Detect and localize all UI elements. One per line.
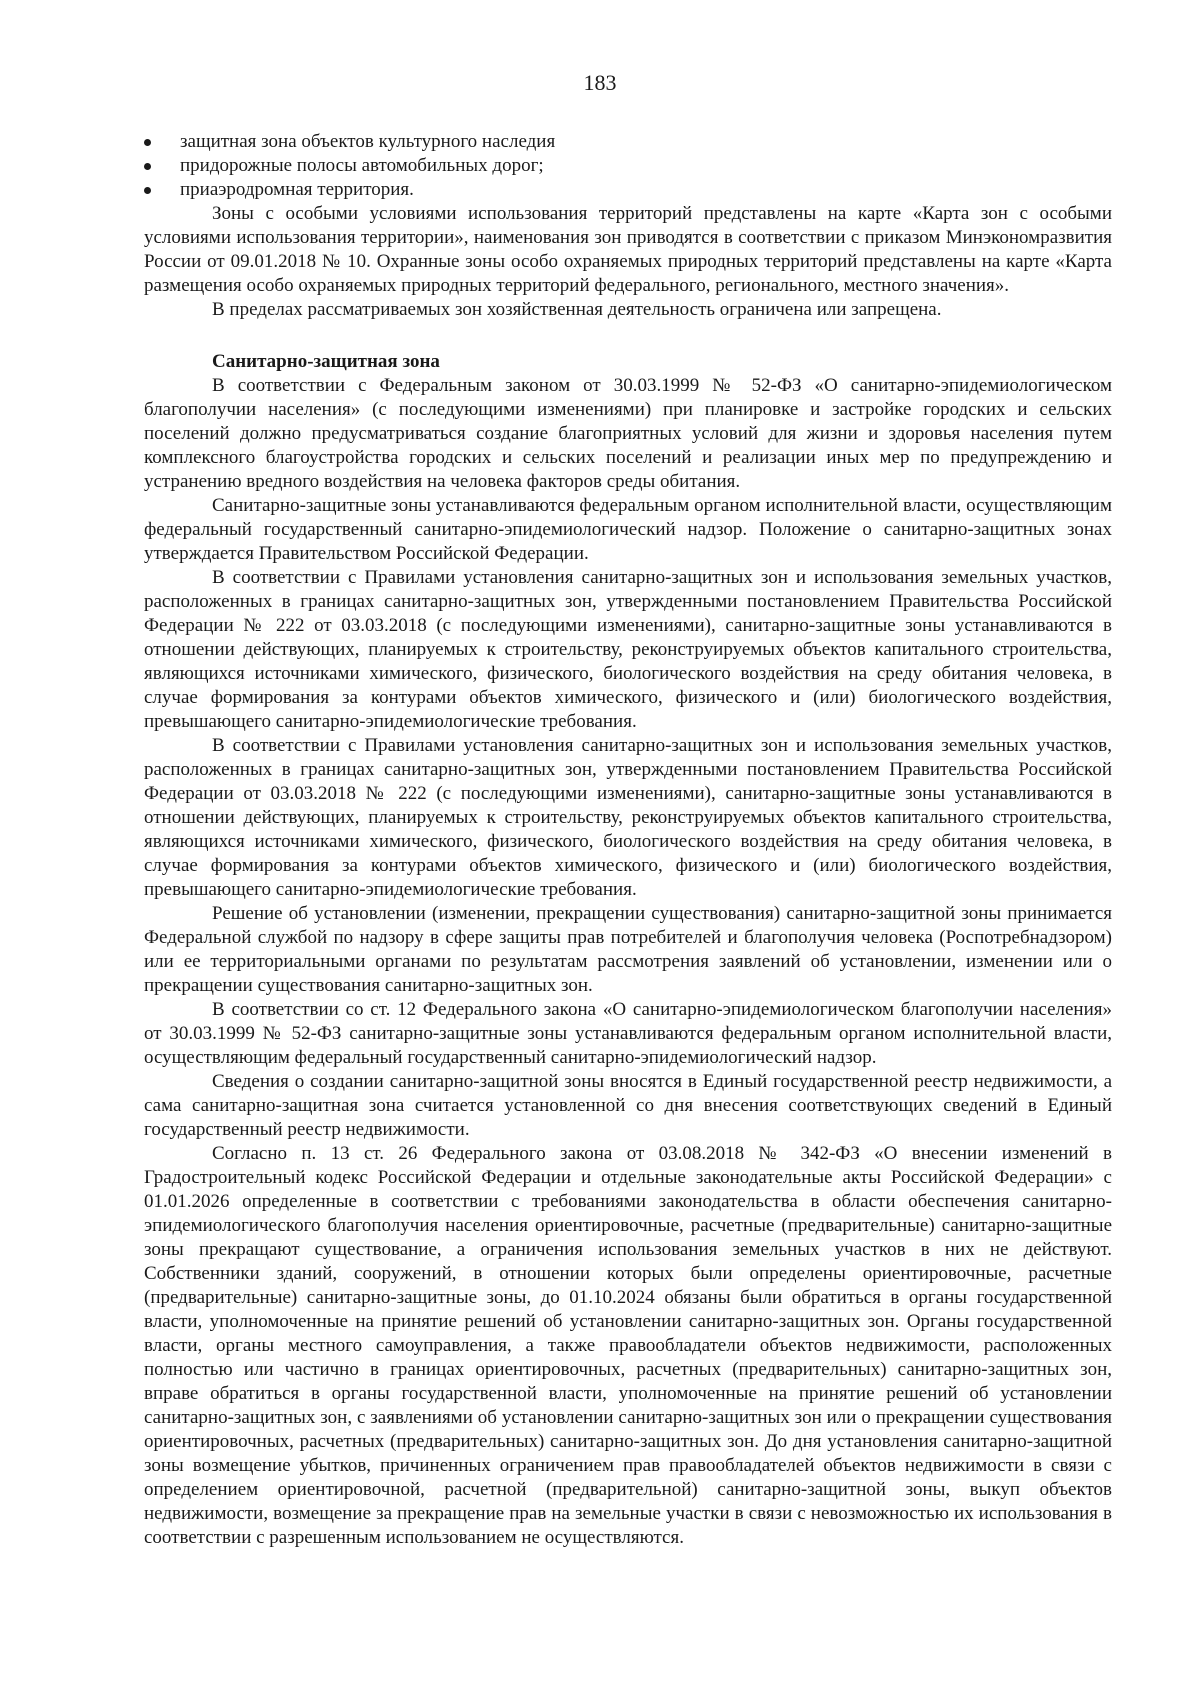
section-paragraph: В соответствии со ст. 12 Федерального закона «О санитарно-эпидемиологическом благополучии населения» от 30.03.1999 № 52-ФЗ санитарно-защитные зоны устанавливаются федеральным органом исполнительной власти, осуществляющим федеральный государственный санитарно-эпидемиологический надзор. [144, 999, 1112, 1068]
bullet-text: приаэродромная территория. [180, 179, 414, 200]
section-paragraph: Решение об установлении (изменении, прекращении существования) санитарно-защитной зоны принимается Федеральной службой по надзору в сфере защиты прав потребителей и благополучия человека (Роспотребнадзором) или ее территориальными органами по результатам рассмотрения заявлений об установлении, изменении или о прекращении существования санитарно-защитных зон. [144, 903, 1112, 996]
bullet-item [144, 154, 1112, 178]
bullet-text: придорожные полосы автомобильных дорог; [180, 155, 544, 176]
bullet-dot-icon [144, 187, 151, 194]
intro-paragraph: В пределах рассматриваемых зон хозяйственная деятельность ограничена или запрещена. [212, 299, 942, 320]
bullet-item [144, 130, 1112, 154]
section-paragraph: Согласно п. 13 ст. 26 Федерального закона от 03.08.2018 № 342-ФЗ «О внесении изменений в Градостроительный кодекс Российской Федерации и отдельные законодательные акты Российской Федерации» с 01.01.2026 определенные в соответствии с требованиями законодательства в области обеспечения санитарно-эпидемиологического благополучия населения ориентировочные, расчетные (предварительные) санитарно-защитные зоны прекращают существование, а ограничения использования земельных участков в них не действуют. Собственники зданий, сооружений, в отношении которых были определены ориентировочные, расчетные (предварительные) санитарно-защитные зоны, до 01.10.2024 обязаны были обратиться в органы государственной власти, уполномоченные на принятие решений об установлении санитарно-защитных зон. Органы государственной власти, органы местного самоуправления, а также правообладатели объектов недвижимости, расположенных полностью или частично в границах ориентировочных, расчетных (предварительных) санитарно-защитных зон, вправе обратиться в органы государственной власти, уполномоченные на принятие решений об установлении санитарно-защитных зон, с заявлениями об установлении санитарно-защитных зон или о прекращении существования ориентировочных, расчетных (предварительных) санитарно-защитных зон. До дня установления санитарно-защитной зоны возмещение убытков, причиненных ограничением прав правообладателей объектов недвижимости в связи с определением ориентировочной, расчетной (предварительной) санитарно-защитной зоны, выкуп объектов недвижимости, возмещение за прекращение прав на земельные участки в связи с невозможностью их использования в соответствии с разрешенным использованием не осуществляются. [144, 1143, 1112, 1548]
bullet-item [144, 178, 1112, 202]
section-paragraph: В соответствии с Правилами установления санитарно-защитных зон и использования земельных участков, расположенных в границах санитарно-защитных зон, утвержденными постановлением Правительства Российской Федерации от 03.03.2018 № 222 (с последующими изменениями), санитарно-защитные зоны устанавливаются в отношении действующих, планируемых к строительству, реконструируемых объектов капитального строительства, являющихся источниками химического, физического, биологического воздействия на среду обитания человека, в случае формирования за контурами объектов химического, физического и (или) биологического воздействия, превышающего санитарно-эпидемиологические требования. [144, 735, 1112, 900]
section-paragraph: Санитарно-защитные зоны устанавливаются федеральным органом исполнительной власти, осуществляющим федеральный государственный санитарно-эпидемиологический надзор. Положение о санитарно-защитных зонах утверждается Правительством Российской Федерации. [144, 495, 1112, 564]
bullet-text: защитная зона объектов культурного наследия [180, 131, 556, 152]
bullet-list [144, 130, 1112, 202]
bullet-dot-icon [144, 139, 151, 146]
section-paragraph: В соответствии с Федеральным законом от 30.03.1999 № 52-ФЗ «О санитарно-эпидемиологическом благополучии населения» (с последующими изменениями) при планировке и застройке городских и сельских поселений должно предусматриваться создание благоприятных условий для жизни и здоровья населения путем комплексного благоустройства городских и сельских поселений и реализации иных мер по предупреждению и устранению вредного воздействия на человека факторов среды обитания. [144, 375, 1112, 492]
bullet-dot-icon [144, 163, 151, 170]
page-number: 183 [583, 70, 617, 95]
section-heading: Санитарно-защитная зона [212, 351, 440, 372]
section-paragraph: В соответствии с Правилами установления санитарно-защитных зон и использования земельных участков, расположенных в границах санитарно-защитных зон, утвержденными постановлением Правительства Российской Федерации № 222 от 03.03.2018 (с последующими изменениями), санитарно-защитные зоны устанавливаются в отношении действующих, планируемых к строительству, реконструируемых объектов капитального строительства, являющихся источниками химического, физического, биологического воздействия на среду обитания человека, в случае формирования за контурами объектов химического, физического и (или) биологического воздействия, превышающего санитарно-эпидемиологические требования. [144, 567, 1112, 732]
intro-paragraph: Зоны с особыми условиями использования территорий представлены на карте «Карта зон с особыми условиями использования территории», наименования зон приводятся в соответствии с приказом Минэкономразвития России от 09.01.2018 № 10. Охранные зоны особо охраняемых природных территорий представлены на карте «Карта размещения особо охраняемых природных территорий федерального, регионального, местного значения». [144, 203, 1112, 296]
section-paragraph: Сведения о создании санитарно-защитной зоны вносятся в Единый государственной реестр недвижимости, а сама санитарно-защитная зона считается установленной со дня внесения соответствующих сведений в Единый государственный реестр недвижимости. [144, 1071, 1112, 1140]
section-spacer [144, 322, 1112, 350]
page-content [144, 130, 1112, 1550]
